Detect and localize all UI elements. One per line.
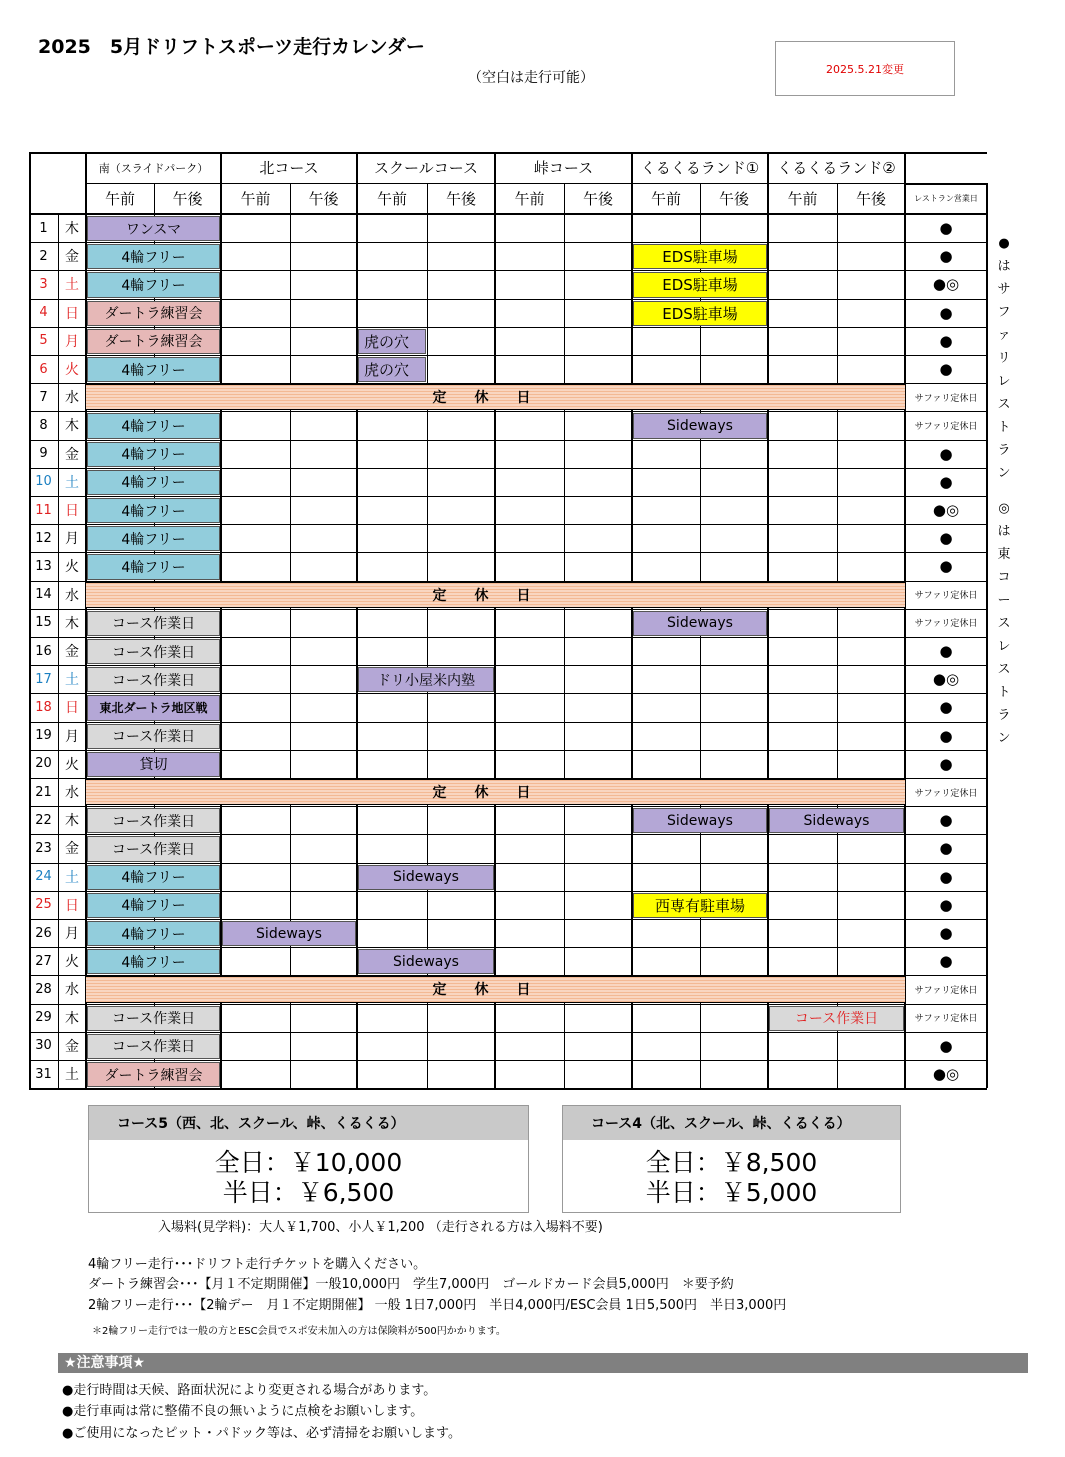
pm-header: 午後 [172, 190, 203, 208]
price-box-course4 [562, 1105, 901, 1213]
day-of-week: 日 [65, 700, 79, 717]
day-of-week: 金 [65, 446, 79, 463]
restaurant-status: ● [939, 726, 953, 745]
event-block: ダートラ練習会 [87, 329, 220, 354]
price-half-day: 半日：￥6,500 [222, 1178, 395, 1207]
day-of-week: 火 [65, 362, 79, 379]
day-number: 18 [35, 699, 52, 715]
event-block: 4輪フリー [87, 949, 220, 974]
day-number: 30 [35, 1038, 52, 1054]
event-block: 4輪フリー [87, 272, 220, 297]
grid-line [29, 213, 987, 215]
grid-line [29, 637, 987, 638]
restaurant-status: ● [939, 472, 953, 491]
event-block: 4輪フリー [87, 921, 220, 946]
page-subtitle: （空白は走行可能） [468, 70, 594, 86]
price-box-course5 [88, 1105, 529, 1213]
admission-fee: 入場料(見学料)：大人￥1,700、小人￥1,200 （走行される方は入場料不要) [158, 1220, 603, 1235]
restaurant-header: レストラン営業日 [914, 194, 978, 203]
price-box-header: コース4（北、スクール、峠、くるくる） [563, 1106, 900, 1140]
day-of-week: 火 [65, 954, 79, 971]
event-block: Sideways [633, 808, 767, 833]
pm-header: 午後 [445, 190, 476, 208]
grid-line [29, 665, 987, 666]
holiday-label: 定休日 [432, 982, 559, 999]
day-number: 1 [39, 220, 48, 236]
caution-item: ●走行時間は天候、路面状況により変更される場合があります。 [62, 1383, 437, 1398]
day-of-week: 水 [65, 587, 79, 604]
restaurant-status: ● [939, 219, 953, 238]
day-of-week: 木 [65, 418, 79, 435]
day-of-week: 木 [65, 615, 79, 632]
event-block: 4輪フリー [87, 470, 220, 495]
day-of-week: 日 [65, 305, 79, 322]
day-of-week: 土 [65, 474, 79, 491]
holiday-label: 定休日 [432, 785, 559, 802]
event-block: Sideways [633, 611, 767, 636]
restaurant-status: ●◎ [932, 1065, 960, 1084]
event-block: Sideways [358, 865, 494, 890]
restaurant-status: ●◎ [932, 275, 960, 294]
restaurant-status: サファリ定休日 [914, 619, 978, 630]
restaurant-status: ● [939, 698, 953, 717]
day-of-week: 土 [65, 277, 79, 294]
day-number: 7 [39, 389, 48, 405]
restaurant-status: サファリ定休日 [914, 421, 978, 432]
price-half-day: 半日：￥5,000 [645, 1178, 818, 1207]
legend-note-cafe: ● は サ フ ァ リ レ ス ト ラ ン [997, 236, 1011, 481]
event-block: Sideways [222, 921, 356, 946]
course-header: スクールコース [374, 159, 478, 177]
day-of-week: 火 [65, 559, 79, 576]
day-number: 8 [39, 417, 48, 433]
event-block: Sideways [358, 949, 494, 974]
day-number: 12 [35, 530, 52, 546]
restaurant-status: ● [939, 895, 953, 914]
day-number: 11 [35, 502, 52, 518]
event-block: EDS駐車場 [633, 301, 767, 326]
day-of-week: 金 [65, 249, 79, 266]
am-header: 午前 [376, 190, 407, 208]
grid-border-top [29, 152, 987, 154]
restaurant-status: ● [939, 303, 953, 322]
restaurant-status: サファリ定休日 [914, 985, 978, 996]
day-of-week: 水 [65, 982, 79, 999]
day-of-week: 土 [65, 869, 79, 886]
restaurant-status: ● [939, 642, 953, 661]
grid-line [29, 411, 987, 412]
day-of-week: 金 [65, 1038, 79, 1055]
day-of-week: 金 [65, 644, 79, 661]
caution-header: ★注意事項★ [58, 1353, 1028, 1373]
event-block: コース作業日 [87, 724, 220, 749]
restaurant-status: サファリ定休日 [914, 788, 978, 799]
event-block: 4輪フリー [87, 244, 220, 269]
legend-note-east: ◎ は 東 コ ー ス レ ス ト ラ ン [997, 501, 1011, 746]
event-block: 西専有駐車場 [633, 893, 767, 918]
grid-line [564, 183, 565, 1088]
event-block: コース作業日 [769, 1006, 904, 1031]
grid-line [29, 806, 987, 807]
day-number: 6 [39, 361, 48, 377]
event-block: Sideways [633, 413, 767, 438]
grid-line [837, 183, 838, 1088]
event-block: 貸切 [87, 752, 220, 777]
event-block: ドリ小屋米内塾 [358, 667, 494, 692]
day-of-week: 火 [65, 756, 79, 773]
grid-line [29, 242, 987, 243]
grid-line [29, 1060, 987, 1061]
grid-line [29, 834, 987, 835]
event-block: コース作業日 [87, 808, 220, 833]
restaurant-status: ● [939, 529, 953, 548]
event-block: 4輪フリー [87, 865, 220, 890]
restaurant-status: ● [939, 952, 953, 971]
holiday-band [86, 582, 905, 608]
day-number: 4 [39, 305, 48, 321]
footnote: ＊2輪フリー走行では一般の方とESC会員でスポ安未加入の方は保険料が500円かかります。 [92, 1326, 506, 1337]
restaurant-status: ●◎ [932, 670, 960, 689]
caution-item: ●ご使用になったピット・パドック等は、必ず清掃をお願いします。 [62, 1426, 462, 1441]
restaurant-status: ● [939, 839, 953, 858]
grid-line [29, 947, 987, 948]
event-block: 虎の穴 [358, 329, 426, 354]
day-of-week: 土 [65, 672, 79, 689]
course-header: 北コース [259, 159, 319, 177]
restaurant-status: ● [939, 331, 953, 350]
pm-header: 午後 [582, 190, 613, 208]
grid-line [905, 183, 987, 185]
holiday-band [86, 779, 905, 805]
grid-line [290, 183, 291, 1088]
restaurant-status: ● [939, 360, 953, 379]
note-2wheel: 2輪フリー走行･･･【2輪デー 月１不定期開催】 一般 1日7,000円 半日4,000円/ESC会員 1日5,500円 半日3,000円 [88, 1298, 787, 1313]
day-number: 15 [35, 615, 52, 631]
day-of-week: 木 [65, 1010, 79, 1027]
event-block: 虎の穴 [358, 357, 426, 382]
page-title: 2025 5月ドリフトスポーツ走行カレンダー [38, 36, 425, 58]
grid-line [29, 496, 987, 497]
day-of-week: 水 [65, 785, 79, 802]
day-number: 29 [35, 1010, 52, 1026]
day-of-week: 日 [65, 503, 79, 520]
holiday-band [86, 384, 905, 410]
event-block: EDS駐車場 [633, 244, 767, 269]
day-of-week: 月 [65, 728, 79, 745]
restaurant-status: ● [939, 754, 953, 773]
revision-text: 2025.5.21変更 [826, 62, 904, 76]
day-number: 13 [35, 558, 52, 574]
event-block: 東北ダートラ地区戦 [87, 695, 220, 720]
event-block: ダートラ練習会 [87, 301, 220, 326]
day-number: 14 [35, 587, 52, 603]
day-of-week: 水 [65, 390, 79, 407]
event-block: EDS駐車場 [633, 272, 767, 297]
day-number: 25 [35, 897, 52, 913]
grid-line [29, 524, 987, 525]
event-block: コース作業日 [87, 1006, 220, 1031]
pm-header: 午後 [718, 190, 749, 208]
am-header: 午前 [650, 190, 681, 208]
day-of-week: 月 [65, 926, 79, 943]
am-header: 午前 [104, 190, 135, 208]
day-of-week: 木 [65, 813, 79, 830]
event-block: コース作業日 [87, 836, 220, 861]
restaurant-status: ● [939, 247, 953, 266]
holiday-label: 定休日 [432, 390, 559, 407]
day-of-week: 金 [65, 841, 79, 858]
grid-line [86, 183, 905, 184]
restaurant-status: ● [939, 811, 953, 830]
restaurant-status: ●◎ [932, 501, 960, 520]
event-block: コース作業日 [87, 639, 220, 664]
event-block: 4輪フリー [87, 498, 220, 523]
event-block: コース作業日 [87, 611, 220, 636]
day-number: 28 [35, 981, 52, 997]
course-header: くるくるランド② [777, 159, 896, 177]
day-number: 31 [35, 1066, 52, 1082]
holiday-band [86, 976, 905, 1002]
restaurant-status: ● [939, 1036, 953, 1055]
grid-line [29, 552, 987, 553]
pm-header: 午後 [855, 190, 886, 208]
holiday-label: 定休日 [432, 587, 559, 604]
event-block: 4輪フリー [87, 554, 220, 579]
day-number: 26 [35, 925, 52, 941]
day-number: 23 [35, 840, 52, 856]
day-number: 10 [35, 474, 52, 490]
price-box-header: コース5（西、北、スクール、峠、くるくる） [89, 1106, 528, 1140]
event-block: コース作業日 [87, 1034, 220, 1059]
note-4wheel: 4輪フリー走行･･･ドリフト走行チケットを購入ください。 [88, 1257, 427, 1272]
restaurant-status: ● [939, 444, 953, 463]
event-block: コース作業日 [87, 667, 220, 692]
restaurant-status: サファリ定休日 [914, 393, 978, 404]
event-block: ダートラ練習会 [87, 1062, 220, 1087]
restaurant-status: ● [939, 867, 953, 886]
day-number: 20 [35, 756, 52, 772]
grid-line [58, 214, 59, 1088]
day-number: 24 [35, 869, 52, 885]
grid-line [29, 355, 987, 356]
day-number: 22 [35, 812, 52, 828]
restaurant-status: サファリ定休日 [914, 591, 978, 602]
day-number: 16 [35, 643, 52, 659]
grid-border-bottom [29, 1088, 987, 1090]
day-number: 17 [35, 671, 52, 687]
day-number: 9 [39, 446, 48, 462]
grid-line [29, 919, 987, 920]
event-block: 4輪フリー [87, 893, 220, 918]
day-number: 2 [39, 248, 48, 264]
event-block: Sideways [769, 808, 904, 833]
day-of-week: 日 [65, 897, 79, 914]
day-of-week: 月 [65, 531, 79, 548]
grid-line [29, 693, 987, 694]
day-number: 27 [35, 953, 52, 969]
note-dirt-trial: ダートラ練習会･･･【月１不定期開催】一般10,000円 学生7,000円 ゴールドカード会員5,000円 ＊要予約 [88, 1277, 734, 1292]
day-of-week: 土 [65, 1067, 79, 1084]
am-header: 午前 [240, 190, 271, 208]
event-block: 4輪フリー [87, 413, 220, 438]
restaurant-status: ● [939, 557, 953, 576]
grid-line [29, 270, 987, 271]
restaurant-status: ● [939, 924, 953, 943]
event-block: 4輪フリー [87, 442, 220, 467]
pm-header: 午後 [308, 190, 339, 208]
event-block: ワンスマ [87, 216, 220, 241]
price-full-day: 全日：￥10,000 [214, 1148, 403, 1177]
day-number: 5 [39, 333, 48, 349]
event-block: 4輪フリー [87, 526, 220, 551]
day-of-week: 木 [65, 221, 79, 238]
event-block: 4輪フリー [87, 357, 220, 382]
am-header: 午前 [787, 190, 818, 208]
day-number: 3 [39, 276, 48, 292]
day-number: 21 [35, 784, 52, 800]
grid-border-right [986, 183, 988, 1088]
price-full-day: 全日：￥8,500 [645, 1148, 818, 1177]
am-header: 午前 [514, 190, 545, 208]
day-number: 19 [35, 728, 52, 744]
day-of-week: 月 [65, 333, 79, 350]
course-header: 南（スライドパーク） [98, 161, 209, 175]
course-header: くるくるランド① [640, 159, 760, 177]
caution-item: ●走行車両は常に整備不良の無いように点検をお願いします。 [62, 1404, 424, 1419]
course-header: 峠コース [533, 159, 594, 177]
restaurant-status: サファリ定休日 [914, 1014, 978, 1025]
